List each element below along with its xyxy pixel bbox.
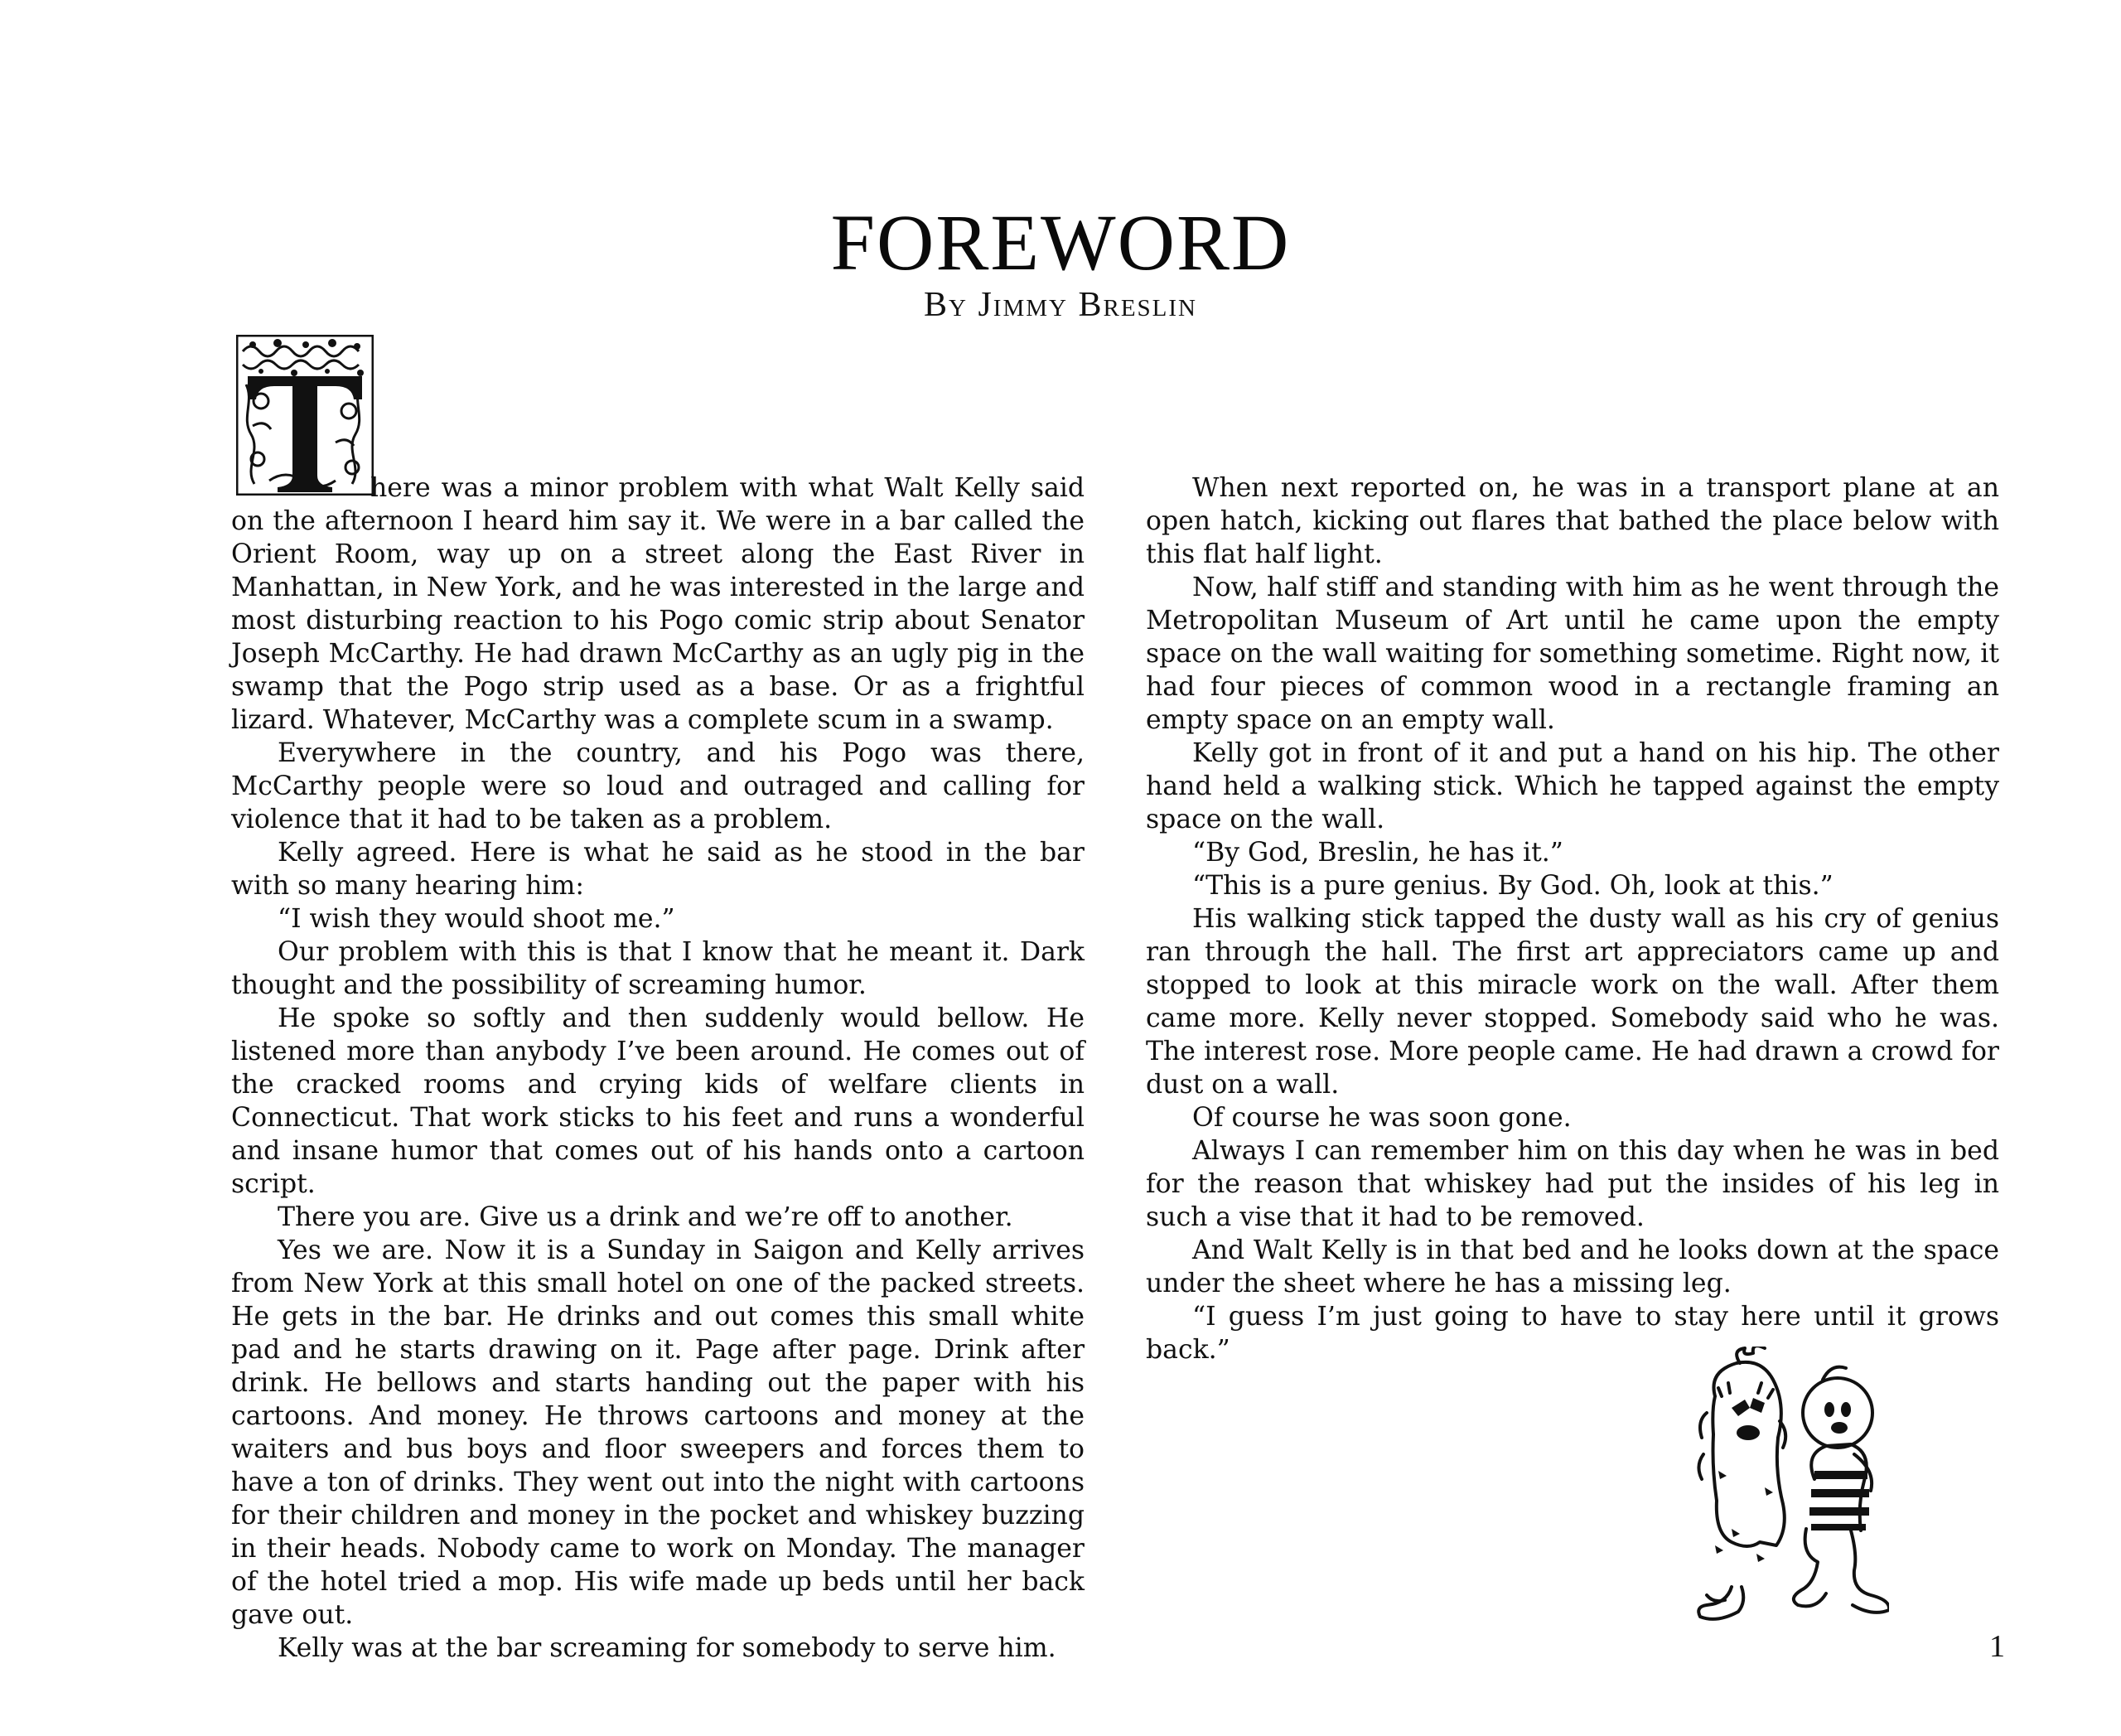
paragraph: Always I can remember him on this day when he was in bed for the reason that whiskey had put the insides of his leg in such a vise that it had to be removed. [1146, 1136, 1999, 1232]
cartoon-characters-icon [1682, 1347, 1889, 1645]
paragraph: “I wish they would shoot me.” [278, 904, 675, 934]
paragraph: “This is a pure genius. By God. Oh, look at this.” [1192, 871, 1834, 901]
paragraph: Now, half stiff and standing with him as he went through the Metropolitan Museum of Art until he came upon the empty space on the wall waiting for something sometime. Right now, it had four pieces of common wood in a rectangle framing an empty space on an empty wall. [1146, 573, 1999, 735]
paragraph: And Walt Kelly is in that bed and he looks down at the space under the sheet where he has a missing leg. [1146, 1236, 1999, 1298]
paragraph: Our problem with this is that I know that he meant it. Dark thought and the possibility of screaming humor. [231, 937, 1085, 1000]
paragraph: He spoke so softly and then suddenly would bellow. He listened more than anybody I’ve been around. He comes out of the cracked rooms and crying kids of welfare clients in Connecticut. That work sticks to his feet and runs a wonderful and insane humor that comes out of his hands onto a cartoon script. [231, 1003, 1085, 1199]
paragraph: Kelly got in front of it and put a hand on his hip. The other hand held a walking stick. Which he tapped against the empty space on the wall. [1146, 738, 1999, 834]
paragraph: “I guess I’m just going to have to stay here until it grows back.” [1146, 1302, 1999, 1365]
paragraph: When next reported on, he was in a transport plane at an open hatch, kicking out flares that bathed the place below with this flat half light. [1146, 473, 1999, 569]
page-title: FOREWORD [830, 198, 1291, 287]
right-column [1146, 471, 1999, 1366]
page-number: 1 [1989, 1629, 2005, 1664]
paragraph: Everywhere in the country, and his Pogo was there, McCarthy people were so loud and outraged and calling for violence that it had to be taken as a problem. [231, 738, 1085, 834]
left-column [231, 471, 1085, 1665]
author-byline: By Jimmy Breslin [924, 286, 1197, 324]
paragraph: “By God, Breslin, he has it.” [1192, 838, 1563, 868]
paragraph: There you are. Give us a drink and we’re off to another. [278, 1202, 1013, 1232]
paragraph: His walking stick tapped the dusty wall as his cry of genius ran through the hall. The first art appreciators came up and stopped to look at this miracle work on the wall. After them came more. Kelly never stopped. Somebody said who he was. The interest rose. More people came. He had drawn a crowd for dust on a wall. [1146, 904, 1999, 1100]
paragraph: Yes we are. Now it is a Sunday in Saigon and Kelly arrives from New York at this small hotel on one of the packed streets. He gets in the bar. He drinks and out comes this small white pad and he starts drawing on it. Page after page. Drink after drink. He bellows and starts handing out the paper with his cartoons. And money. He throws cartoons and money at the waiters and bus boys and floor sweepers and forces them to have a ton of drinks. They went out into the night with cartoons for their children and money in the pocket and whiskey buzzing in their heads. Nobody came to work on Monday. The manager of the hotel tried a mop. His wife made up beds until her back gave out. [231, 1236, 1085, 1630]
paragraph: Of course he was soon gone. [1192, 1103, 1572, 1133]
paragraph: here was a minor problem with what Walt Kelly said on the afternoon I heard him say it. We were in a bar called the Orient Room, way up on a street along the East River in Manhattan, in New York, and he was interested in the large and most disturbing reaction to his Pogo comic strip about Senator Joseph McCarthy. He had drawn McCarthy as an ugly pig in the swamp that the Pogo strip used as a base. Or as a frightful lizard. Whatever, McCarthy was a complete scum in a swamp. [231, 473, 1085, 735]
paragraph: Kelly was at the bar screaming for somebody to serve him. [278, 1633, 1056, 1663]
paragraph: Kelly agreed. Here is what he said as he stood in the bar with so many hearing him: [231, 838, 1085, 901]
